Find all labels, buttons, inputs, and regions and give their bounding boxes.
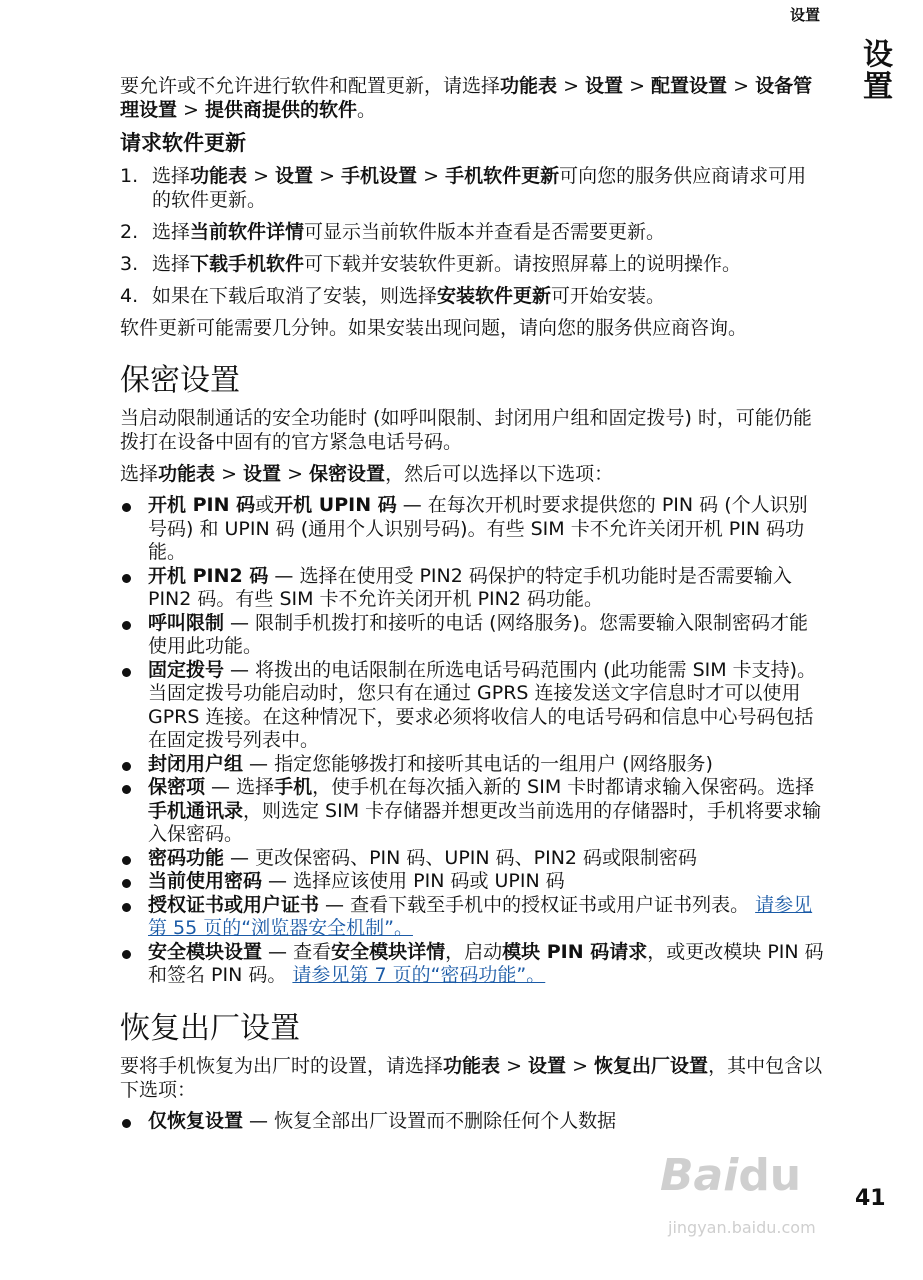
- body-text: 当启动限制通话的安全功能时 (如呼叫限制、封闭用户组和固定拨号) 时，可能仍能拨打在设备中固有的官方紧急电话号码。: [120, 407, 812, 453]
- section-heading: 恢复出厂设置: [120, 1010, 300, 1046]
- running-header: 设置: [789, 6, 820, 24]
- menu-path-text: 功能表: [443, 1054, 501, 1077]
- menu-path-text: 开机 PIN2 码: [148, 564, 269, 587]
- menu-path-text: 功能表: [190, 165, 248, 187]
- body-text: >: [557, 75, 586, 97]
- menu-path-text: 开机 UPIN 码: [274, 494, 397, 516]
- body-text: — 查看下载至手机中的授权证书或用户证书列表。: [319, 893, 756, 916]
- body-text: >: [215, 463, 244, 485]
- body-text: ，启动: [445, 940, 503, 963]
- body-text: — 选择应该使用 PIN 码或 UPIN 码: [262, 870, 565, 892]
- step-number: 1.: [120, 165, 139, 187]
- bullet-icon: [122, 856, 131, 865]
- body-text: 。: [357, 99, 377, 121]
- body-text: ，或更改模块 PIN 码和签名 PIN 码。: [148, 940, 824, 986]
- body-text: >: [623, 75, 652, 97]
- menu-path-text: 下载手机软件: [190, 253, 305, 275]
- step-item: [120, 284, 825, 308]
- menu-path-text: 保密项: [148, 776, 206, 798]
- option-item: [120, 659, 825, 753]
- menu-path-text: 模块 PIN 码请求: [502, 940, 648, 963]
- option-item: [120, 494, 825, 565]
- option-item: [120, 612, 825, 659]
- step-number: 4.: [120, 285, 139, 307]
- option-item: [120, 894, 825, 941]
- step-item: [120, 220, 825, 244]
- menu-path-text: 保密设置: [309, 463, 386, 485]
- bullet-icon: [122, 668, 131, 677]
- menu-path-text: 设置: [585, 75, 624, 97]
- menu-path-text: 固定拨号: [148, 658, 225, 681]
- body-text: >: [566, 1054, 595, 1077]
- menu-path-text: 手机软件更新: [445, 165, 560, 187]
- body-text: >: [313, 165, 342, 187]
- paragraph: [120, 316, 825, 340]
- section-side-tab: 设置: [857, 38, 892, 102]
- body-text: — 选择: [205, 776, 275, 798]
- menu-path-text: 授权证书或用户证书: [148, 893, 320, 916]
- body-text: >: [500, 1054, 529, 1077]
- subsection-heading: 请求软件更新: [120, 131, 246, 155]
- menu-path-text: 安全模块详情: [331, 940, 446, 963]
- body-text: >: [417, 165, 446, 187]
- body-text: 可开始安装。: [551, 285, 666, 307]
- body-text: — 指定您能够拨打和接听其电话的一组用户 (网络服务): [243, 752, 713, 775]
- option-item: [120, 847, 825, 871]
- menu-path-text: 恢复出厂设置: [594, 1054, 709, 1077]
- body-text: ，则选定 SIM 卡存储器并想更改当前选用的存储器时，手机将要求输入保密码。: [148, 799, 822, 845]
- body-text: ，其中包含以下选项：: [120, 1054, 823, 1101]
- menu-path-text: 手机通讯录: [148, 799, 244, 822]
- option-list: [120, 494, 825, 988]
- menu-path-text: 仅恢复设置: [148, 1109, 244, 1132]
- bullet-icon: [122, 1119, 131, 1128]
- bullet-icon: [122, 903, 131, 912]
- body-text: >: [727, 75, 756, 97]
- option-item: [120, 753, 825, 777]
- step-number: 2.: [120, 221, 139, 243]
- bullet-icon: [122, 785, 131, 794]
- bullet-icon: [122, 879, 131, 888]
- menu-path-text: 当前软件详情: [190, 221, 305, 243]
- menu-path-text: 设置: [243, 463, 282, 485]
- body-text: — 恢复全部出厂设置而不删除任何个人数据: [243, 1109, 617, 1132]
- menu-path-text: 安装软件更新: [437, 285, 552, 307]
- option-list: [120, 1110, 825, 1134]
- cross-reference-link[interactable]: 请参见第 55 页的“浏览器安全机制”。: [148, 893, 813, 939]
- menu-path-text: 当前使用密码: [148, 870, 263, 892]
- body-text: 或: [255, 494, 275, 516]
- paragraph: [120, 406, 825, 454]
- menu-path-text: 呼叫限制: [148, 611, 225, 634]
- menu-path-text: 提供商提供的软件: [205, 99, 358, 121]
- menu-path-text: 封闭用户组: [148, 752, 244, 775]
- body-text: >: [281, 463, 310, 485]
- body-text: ，然后可以选择以下选项：: [385, 463, 614, 485]
- option-item: [120, 565, 825, 612]
- body-text: 可显示当前软件版本并查看是否需要更新。: [304, 221, 666, 243]
- menu-path-text: 功能表: [500, 75, 558, 97]
- menu-path-text: 功能表: [158, 463, 216, 485]
- menu-path-text: 设置: [275, 165, 314, 187]
- option-item: [120, 1110, 825, 1134]
- bullet-icon: [122, 621, 131, 630]
- bullet-icon: [122, 503, 131, 512]
- body-text: — 限制手机拨打和接听的电话 (网络服务)。您需要输入限制密码才能使用此功能。: [148, 611, 808, 657]
- body-text: 要将手机恢复为出厂时的设置，请选择: [120, 1054, 444, 1077]
- paragraph: [120, 74, 825, 122]
- watermark-url: jingyan.baidu.com: [668, 1218, 816, 1237]
- body-text: >: [177, 99, 206, 121]
- body-text: 选择: [120, 463, 159, 485]
- body-text: — 在每次开机时要求提供您的 PIN 码 (个人识别号码) 和 UPIN 码 (通用个人识别号码)。有些 SIM 卡不允许关闭开机 PIN 码功能。: [148, 494, 808, 563]
- body-text: — 选择在使用受 PIN2 码保护的特定手机功能时是否需要输入 PIN2 码。有些 SIM 卡不允许关闭开机 PIN2 码功能。: [148, 564, 792, 610]
- option-item: [120, 941, 825, 988]
- option-item: [120, 870, 825, 894]
- menu-path-text: 配置设置: [651, 75, 728, 97]
- bullet-icon: [122, 762, 131, 771]
- body-text: — 查看: [262, 940, 332, 963]
- menu-path-text: 手机: [274, 776, 313, 798]
- option-item: [120, 776, 825, 847]
- body-text: 选择: [152, 253, 191, 275]
- section-heading: 保密设置: [120, 363, 240, 398]
- menu-path-text: 密码功能: [148, 846, 225, 869]
- step-number: 3.: [120, 253, 139, 275]
- body-text: 选择: [152, 165, 191, 187]
- menu-path-text: 设置: [528, 1054, 567, 1077]
- body-text: — 更改保密码、PIN 码、UPIN 码、PIN2 码或限制密码: [224, 846, 698, 869]
- paragraph: [120, 462, 825, 486]
- body-text: 可向您的服务供应商请求可用的软件更新。: [152, 165, 807, 211]
- page-content: [120, 74, 825, 1133]
- bullet-icon: [122, 950, 131, 959]
- body-text: 要允许或不允许进行软件和配置更新，请选择: [120, 75, 501, 97]
- body-text: 可下载并安装软件更新。请按照屏幕上的说明操作。: [304, 253, 742, 275]
- body-text: 选择: [152, 221, 191, 243]
- step-item: [120, 252, 825, 276]
- menu-path-text: 安全模块设置: [148, 940, 263, 963]
- cross-reference-link[interactable]: 请参见第 7 页的“密码功能”。: [292, 964, 546, 986]
- menu-path-text: 手机设置: [341, 165, 418, 187]
- menu-path-text: 设备管理设置: [120, 75, 813, 121]
- bullet-icon: [122, 574, 131, 583]
- paragraph: [120, 1054, 825, 1102]
- body-text: 软件更新可能需要几分钟。如果安装出现问题，请向您的服务供应商咨询。: [120, 317, 748, 339]
- numbered-steps: [120, 164, 825, 308]
- step-item: [120, 164, 825, 212]
- body-text: — 将拨出的电话限制在所选电话号码范围内 (此功能需 SIM 卡支持)。当固定拨号功能启动时，您只有在通过 GPRS 连接发送文字信息时才可以使用 GPRS 连接。在这种情况下，要求必须将收信人的电话号码和信息中心号码包括在固定拨号列表中。: [148, 658, 817, 751]
- body-text: ，使手机在每次插入新的 SIM 卡时都请求输入保密码。选择: [312, 776, 815, 798]
- menu-path-text: 开机 PIN 码: [148, 494, 256, 516]
- page-number: 41: [855, 1186, 886, 1211]
- body-text: 如果在下载后取消了安装，则选择: [152, 285, 438, 307]
- body-text: >: [247, 165, 276, 187]
- watermark-logo: Baidu: [660, 1150, 802, 1201]
